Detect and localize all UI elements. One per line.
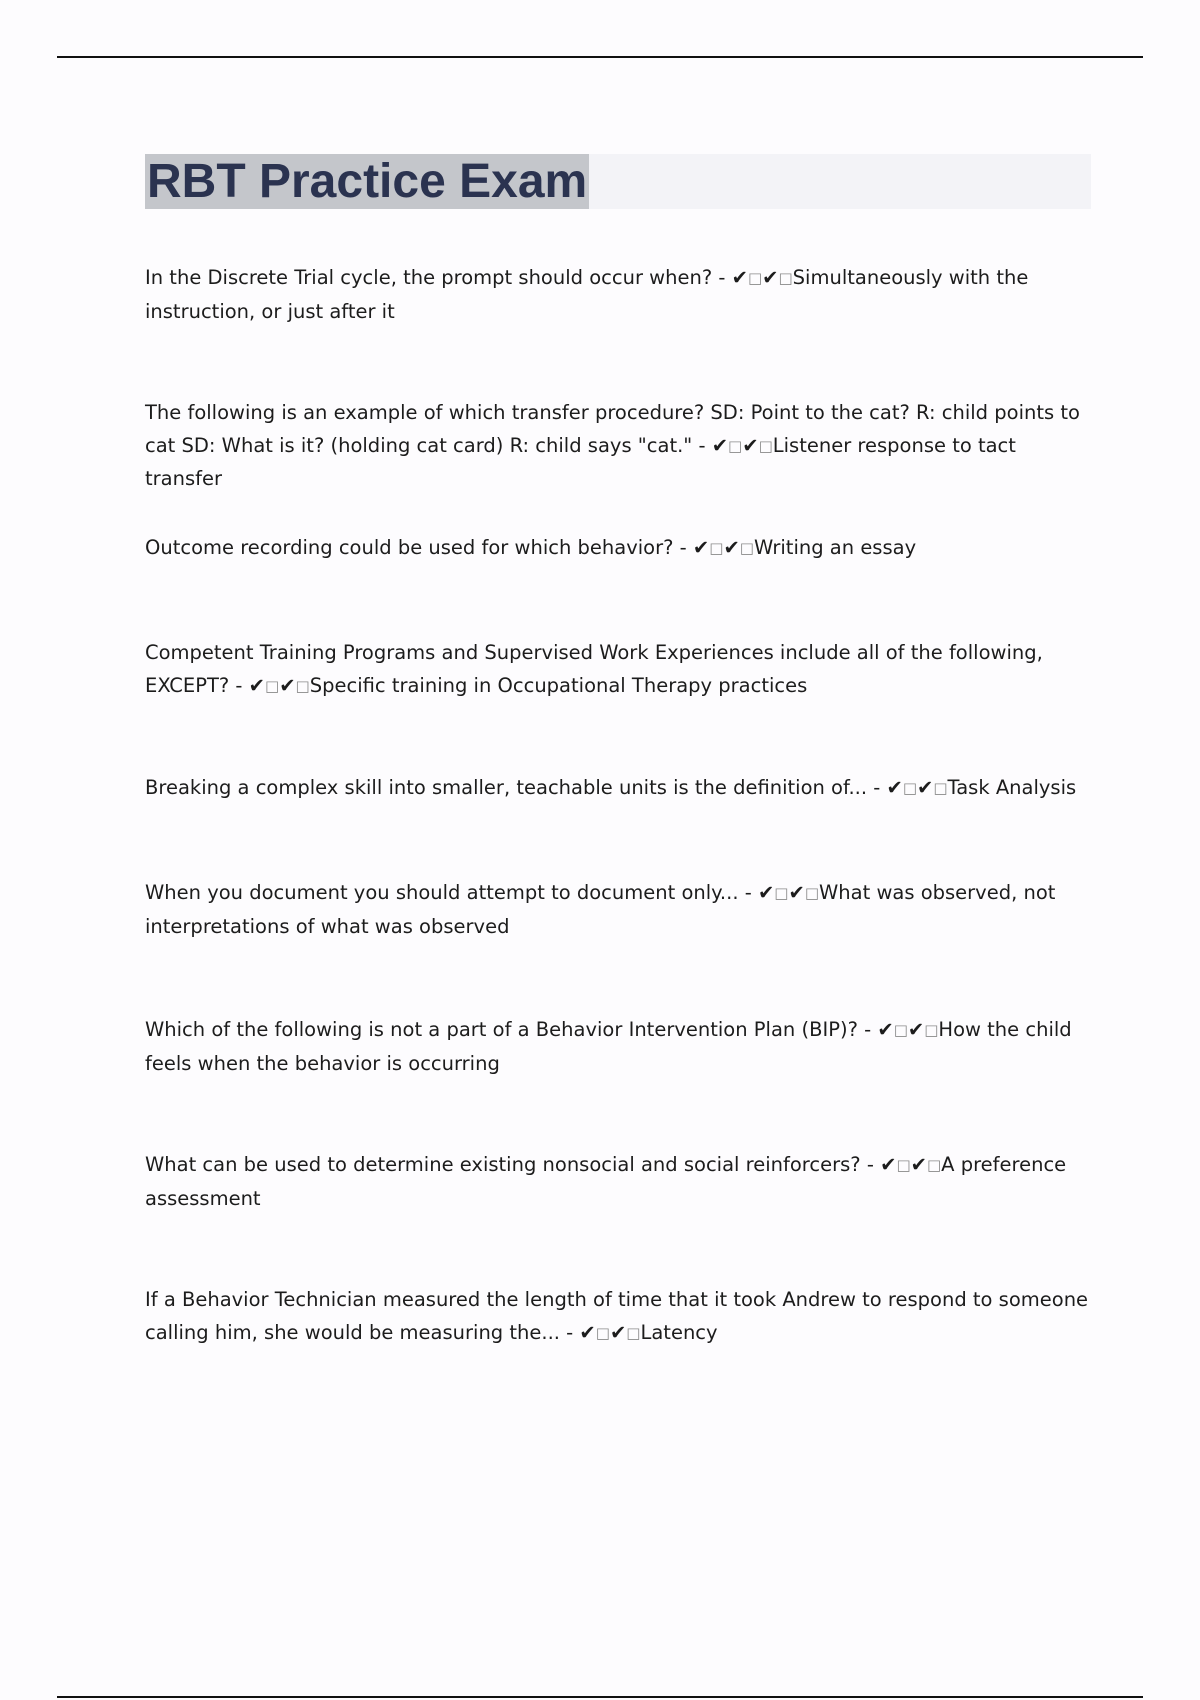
answer-separator: - — [860, 1153, 881, 1176]
check-mark-icon — [732, 266, 793, 289]
check-glyph: ✔ — [723, 536, 740, 559]
question-text: In the Discrete Trial cycle, the prompt should occur when? — [145, 266, 713, 289]
answer-separator: - — [712, 266, 732, 289]
answer-separator: - — [867, 776, 887, 799]
check-mark-icon — [886, 776, 947, 799]
answer-text: Listener response to tact transfer — [145, 433, 1016, 490]
box-glyph: □ — [933, 779, 948, 797]
box-glyph: □ — [774, 884, 789, 902]
question-text: What can be used to determine existing nonsocial and social reinforcers? — [145, 1153, 861, 1176]
answer-text: Task Analysis — [947, 776, 1077, 799]
check-mark-icon — [579, 1321, 640, 1344]
answer-text: Simultaneously with the instruction, or just after it — [145, 266, 1029, 323]
box-glyph: □ — [896, 1156, 911, 1174]
qa-item — [145, 1284, 1095, 1350]
box-glyph: □ — [626, 1323, 641, 1342]
answer-separator: - — [857, 1018, 878, 1041]
box-glyph: □ — [926, 1156, 942, 1174]
check-glyph: ✔ — [877, 1018, 894, 1041]
check-glyph: ✔ — [757, 881, 775, 904]
answer-text: How the child feels when the behavior is occurring — [145, 1018, 1072, 1075]
box-glyph: □ — [924, 1021, 939, 1039]
box-glyph: □ — [804, 884, 820, 902]
box-glyph: □ — [739, 539, 754, 557]
check-mark-icon — [712, 434, 773, 457]
qa-item — [145, 637, 1095, 703]
box-glyph: □ — [778, 269, 793, 287]
check-mark-icon — [249, 674, 310, 697]
answer-text: What was observed, not interpretations of what was observed — [145, 881, 1056, 938]
question-text: Competent Training Programs and Supervised Work Experiences include all of the following, EXCEPT? — [145, 641, 1043, 697]
check-glyph: ✔ — [762, 266, 779, 289]
answer-text: Writing an essay — [753, 536, 917, 559]
check-mark-icon — [877, 1018, 938, 1041]
qa-item — [145, 772, 1095, 806]
box-glyph: □ — [595, 1323, 610, 1342]
box-glyph: □ — [265, 676, 280, 695]
check-glyph: ✔ — [886, 776, 903, 799]
check-glyph: ✔ — [279, 673, 296, 697]
question-text: If a Behavior Technician measured the length of time that it took Andrew to respond to someone calling him, she would be measuring the... — [145, 1288, 1089, 1344]
answer-separator: - — [559, 1320, 580, 1344]
qa-item — [145, 397, 1095, 496]
check-mark-icon — [758, 881, 819, 904]
check-glyph: ✔ — [917, 776, 934, 799]
box-glyph: □ — [902, 779, 918, 797]
question-text: When you document you should attempt to document only... — [145, 881, 739, 904]
answer-separator: - — [692, 433, 712, 457]
check-glyph: ✔ — [579, 1320, 596, 1344]
check-mark-icon — [880, 1153, 941, 1176]
box-glyph: □ — [709, 539, 724, 557]
question-text: Breaking a complex skill into smaller, teachable units is the definition of... — [145, 776, 868, 799]
answer-text: A preference assessment — [145, 1153, 1067, 1210]
answer-separator: - — [229, 673, 249, 697]
qa-item — [145, 1014, 1095, 1080]
qa-item — [145, 1149, 1095, 1215]
question-text: Outcome recording could be used for which behavior? — [145, 536, 674, 559]
check-glyph: ✔ — [248, 673, 265, 697]
answer-text: Latency — [640, 1320, 718, 1344]
check-glyph: ✔ — [742, 433, 759, 457]
qa-item — [145, 877, 1095, 943]
check-glyph: ✔ — [907, 1018, 925, 1041]
box-glyph: □ — [747, 269, 763, 287]
question-text: Which of the following is not a part of a Behavior Intervention Plan (BIP)? — [145, 1018, 858, 1041]
qa-item — [145, 262, 1095, 328]
page-title: RBT Practice Exam — [147, 155, 588, 208]
question-text: The following is an example of which transfer procedure? SD: Point to the cat? R: child points to cat SD: What is it? (holding cat card) R: child says "cat." — [145, 401, 1080, 457]
check-glyph: ✔ — [692, 536, 710, 559]
qa-item — [145, 532, 1095, 566]
box-glyph: □ — [728, 436, 743, 455]
check-glyph: ✔ — [788, 881, 805, 904]
answer-separator: - — [738, 881, 758, 904]
check-glyph: ✔ — [880, 1153, 897, 1176]
box-glyph: □ — [893, 1021, 908, 1039]
check-glyph: ✔ — [731, 266, 748, 289]
answer-text: Specific training in Occupational Therapy practices — [309, 673, 808, 697]
check-mark-icon — [693, 536, 754, 559]
check-glyph: ✔ — [609, 1320, 627, 1344]
footer-rule — [57, 1696, 1143, 1698]
check-glyph: ✔ — [711, 433, 729, 457]
box-glyph: □ — [295, 676, 310, 695]
check-glyph: ✔ — [910, 1153, 927, 1176]
box-glyph: □ — [758, 436, 773, 455]
answer-separator: - — [673, 536, 693, 559]
header-rule — [57, 56, 1143, 58]
